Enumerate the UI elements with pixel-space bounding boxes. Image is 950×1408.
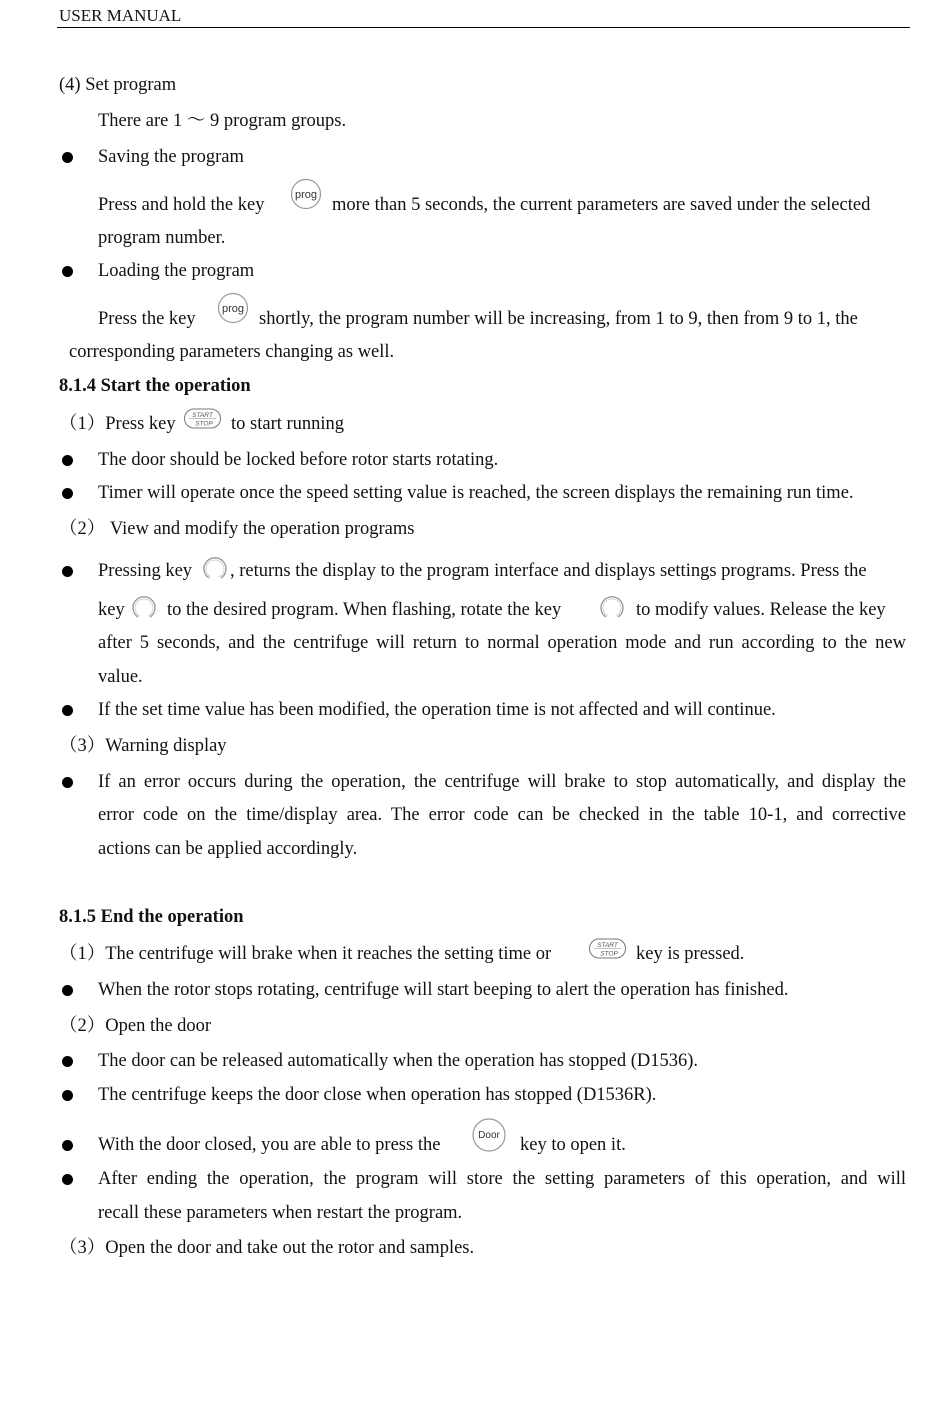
- after-five-seconds-line: after 5 seconds, and the centrifuge will return to normal operation mode and run according to the new: [98, 633, 906, 653]
- door-key-label: Door: [478, 1130, 500, 1141]
- set-time-text: If the set time value has been modified, the operation time is not affected and will continue.: [98, 700, 776, 720]
- loading-pre: Press the key: [98, 309, 196, 329]
- end-step3: （3）Open the door and take out the rotor and samples.: [59, 1238, 475, 1258]
- set-program-heading: (4) Set program: [59, 75, 177, 95]
- end-operation-heading: 8.1.5 End the operation: [59, 907, 244, 927]
- pressing-key-b: , returns the display to the program interface and displays settings programs. Press the: [230, 561, 867, 581]
- key-c: to modify values. Release the key: [636, 600, 886, 620]
- bullet: [62, 705, 73, 716]
- store-line2: recall these parameters when restart the program.: [98, 1203, 463, 1223]
- end-step1-post: key is pressed.: [636, 944, 745, 964]
- bullet: [62, 266, 73, 277]
- start-step1-pre: （1）Press key: [59, 414, 176, 434]
- start-step2: （2） View and modify the operation programs: [59, 519, 415, 539]
- knob-key-icon: [129, 592, 159, 622]
- door-auto-text: The door can be released automatically when the operation has stopped (D1536).: [98, 1051, 699, 1071]
- bullet: [62, 455, 73, 466]
- prog-key-label: prog: [221, 303, 245, 315]
- bullet: [62, 566, 73, 577]
- saving-line2: program number.: [98, 228, 226, 248]
- store-line1: After ending the operation, the program will store the setting parameters of this operation, and will: [98, 1169, 906, 1189]
- start-operation-heading: 8.1.4 Start the operation: [59, 376, 251, 396]
- start-key-label: START: [597, 942, 618, 949]
- door-key-icon: [470, 1118, 508, 1152]
- program-groups-text: There are 1 ～ 9 program groups.: [98, 111, 347, 131]
- start-key-label: START: [192, 412, 213, 419]
- start-step1-post: to start running: [231, 414, 345, 434]
- saving-title: Saving the program: [98, 147, 244, 167]
- error-line3: actions can be applied accordingly.: [98, 839, 358, 859]
- door-press-post: key to open it.: [520, 1135, 626, 1155]
- header-rule: [57, 27, 910, 28]
- timer-text: Timer will operate once the speed setting value is reached, the screen displays the remaining run time.: [98, 483, 854, 503]
- header-title: USER MANUAL: [59, 6, 182, 25]
- prog-key-label: prog: [294, 189, 318, 201]
- saving-post: more than 5 seconds, the current parameters are saved under the selected: [332, 195, 871, 215]
- prog-key-icon: [216, 292, 250, 324]
- start-step3: （3）Warning display: [59, 736, 227, 756]
- saving-pre: Press and hold the key: [98, 195, 265, 215]
- end-step2: （2）Open the door: [59, 1016, 212, 1036]
- pressing-key-a: Pressing key: [98, 561, 193, 581]
- bullet: [62, 985, 73, 996]
- bullet: [62, 1174, 73, 1185]
- error-line2: error code on the time/display area. The error code can be checked in the table 10-1, and corrective: [98, 805, 906, 825]
- value-line: value.: [98, 667, 143, 687]
- bullet: [62, 1140, 73, 1151]
- bullet: [62, 152, 73, 163]
- loading-title: Loading the program: [98, 261, 255, 281]
- bullet: [62, 488, 73, 499]
- loading-post: shortly, the program number will be increasing, from 1 to 9, then from 9 to 1, the: [259, 309, 858, 329]
- door-locked-text: The door should be locked before rotor starts rotating.: [98, 450, 499, 470]
- knob-key-icon: [597, 592, 627, 622]
- prog-key-icon: [289, 178, 323, 210]
- beeping-text: When the rotor stops rotating, centrifuge will start beeping to alert the operation has finished.: [98, 980, 789, 1000]
- end-step1-pre: （1）The centrifuge will brake when it reaches the setting time or: [59, 944, 552, 964]
- knob-key-icon: [200, 553, 230, 583]
- door-press-pre: With the door closed, you are able to press the: [98, 1135, 441, 1155]
- loading-line2: corresponding parameters changing as well.: [69, 342, 395, 362]
- key-a: key: [98, 600, 125, 620]
- stop-key-label: STOP: [195, 420, 213, 428]
- stop-key-label: STOP: [600, 950, 618, 958]
- bullet: [62, 1056, 73, 1067]
- start-stop-key-icon: [183, 407, 223, 431]
- bullet: [62, 777, 73, 788]
- error-line1: If an error occurs during the operation, the centrifuge will brake to stop automatically, and display the: [98, 772, 906, 792]
- key-b: to the desired program. When flashing, rotate the key: [167, 600, 562, 620]
- bullet: [62, 1090, 73, 1101]
- door-keep-text: The centrifuge keeps the door close when operation has stopped (D1536R).: [98, 1085, 657, 1105]
- start-stop-key-icon: [588, 937, 628, 961]
